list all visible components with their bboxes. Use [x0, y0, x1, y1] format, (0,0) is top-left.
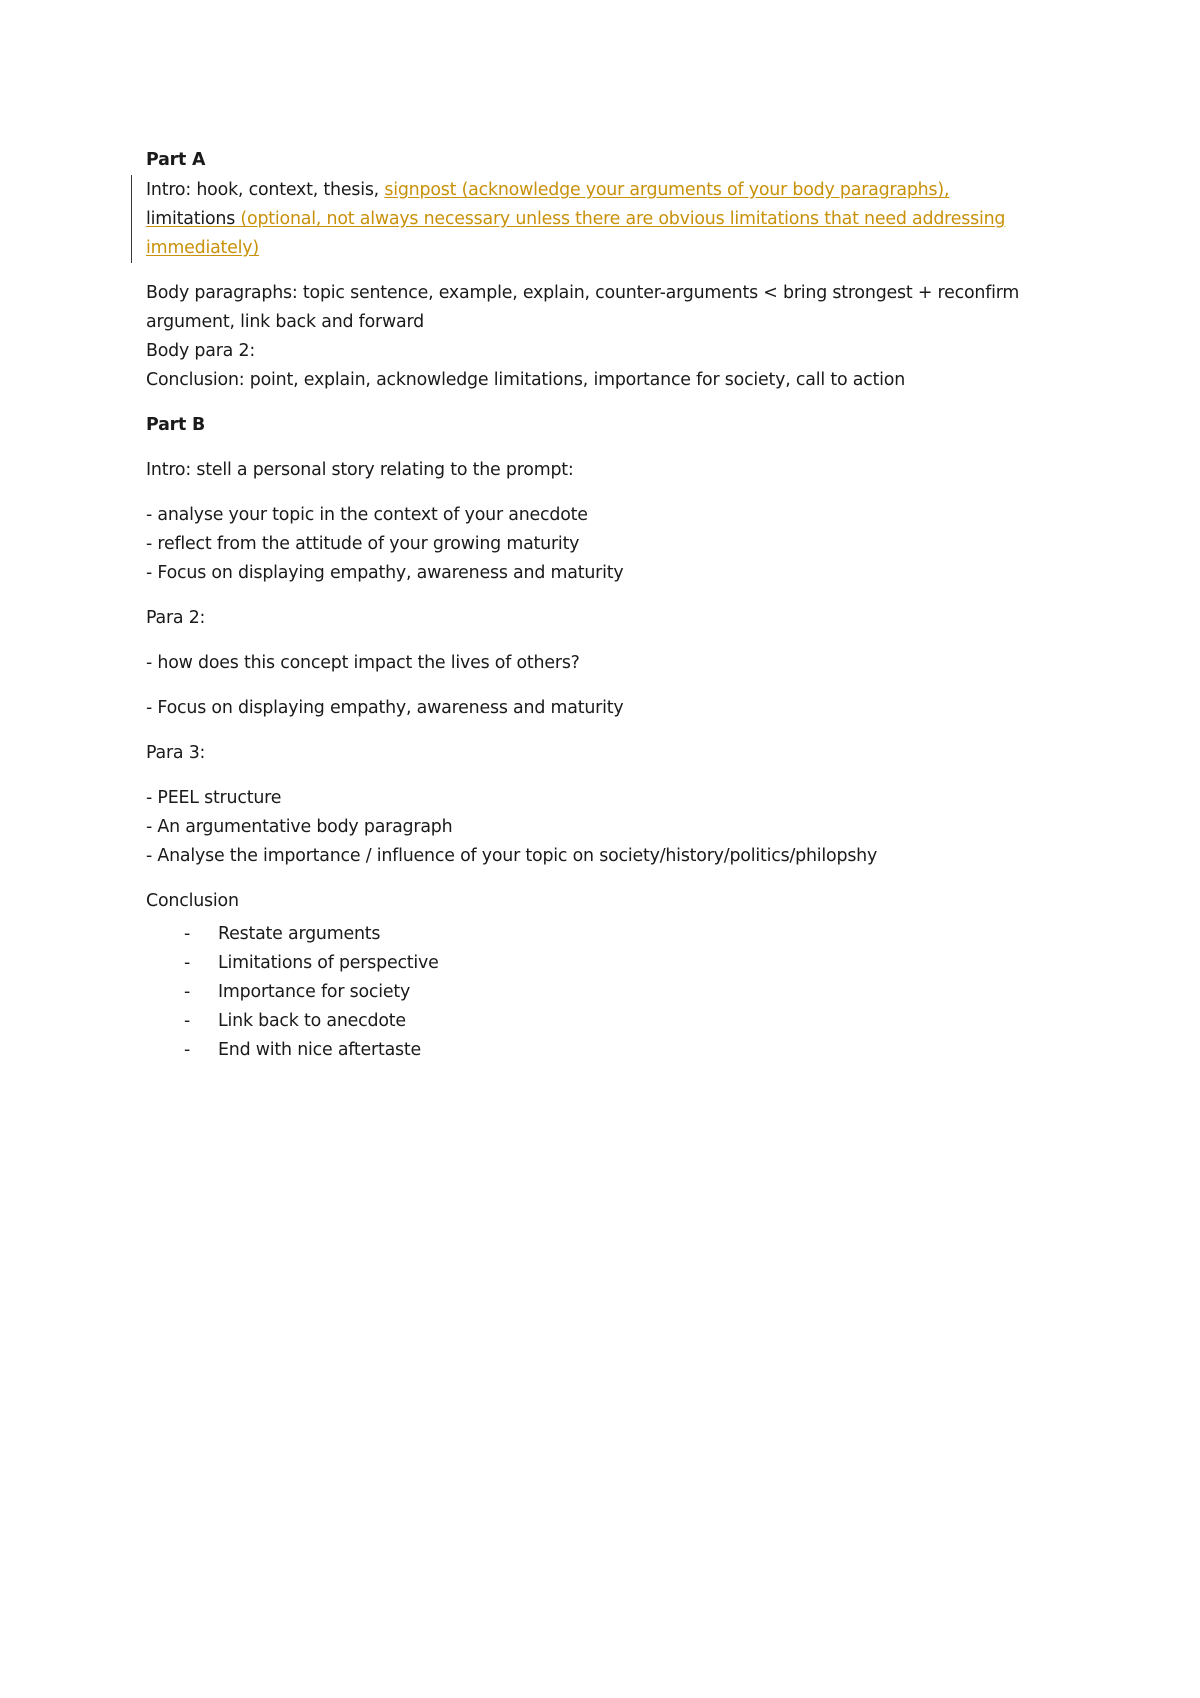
dash-bullet: -: [184, 1011, 191, 1031]
conclusion-item-text: Limitations of perspective: [218, 953, 439, 973]
part-b-intro-point: - reflect from the attitude of your growing maturity: [146, 534, 580, 554]
part-b-para3-point: - An argumentative body paragraph: [146, 817, 453, 837]
part-a-heading: Part A: [146, 150, 206, 170]
dash-bullet: -: [184, 982, 191, 1002]
intro-optional-insertion: (optional, not always necessary unless there are obvious limitations that need addressing immediately): [146, 209, 1006, 258]
part-b-conclusion-label: Conclusion: [146, 891, 239, 911]
part-b-heading: Part B: [146, 415, 206, 435]
intro-prefix: Intro: hook, context, thesis,: [146, 180, 385, 200]
intro-limitations: limitations: [146, 209, 236, 229]
part-a-intro: [146, 176, 1076, 263]
part-b-para2-label: Para 2:: [146, 608, 206, 628]
dash-bullet: -: [184, 1040, 191, 1060]
part-b-intro-point: - Focus on displaying empathy, awareness and maturity: [146, 563, 624, 583]
part-a-body-para-2: Body para 2:: [146, 341, 255, 361]
conclusion-list: [146, 920, 1076, 1065]
part-b-intro-point: - analyse your topic in the context of your anecdote: [146, 505, 588, 525]
conclusion-list-item: [146, 949, 1076, 978]
part-a-conclusion: Conclusion: point, explain, acknowledge limitations, importance for society, call to action: [146, 370, 906, 390]
conclusion-item-text: Link back to anecdote: [218, 1011, 406, 1031]
conclusion-item-text: End with nice aftertaste: [218, 1040, 422, 1060]
part-b-para3-label: Para 3:: [146, 743, 206, 763]
part-b-para2-point: - Focus on displaying empathy, awareness and maturity: [146, 698, 624, 718]
conclusion-item-text: Importance for society: [218, 982, 411, 1002]
part-b-para3-point: - Analyse the importance / influence of your topic on society/history/politics/philopshy: [146, 846, 878, 866]
part-b-intro: Intro: stell a personal story relating to the prompt:: [146, 460, 574, 480]
conclusion-list-item: [146, 1007, 1076, 1036]
part-b-para3-point: - PEEL structure: [146, 788, 282, 808]
conclusion-list-item: [146, 920, 1076, 949]
conclusion-item-text: Restate arguments: [218, 924, 381, 944]
document-body: [146, 146, 1076, 1065]
intro-signpost-insertion: signpost (acknowledge your arguments of your body paragraphs),: [384, 180, 950, 200]
conclusion-list-item: [146, 1036, 1076, 1065]
part-b-para2-point: - how does this concept impact the lives of others?: [146, 653, 580, 673]
dash-bullet: -: [184, 924, 191, 944]
conclusion-list-item: [146, 978, 1076, 1007]
dash-bullet: -: [184, 953, 191, 973]
tracked-change-bar: [131, 175, 132, 263]
part-a-body-paragraphs: Body paragraphs: topic sentence, example, explain, counter-arguments < bring strongest + reconfirm argument, link back and forward: [146, 283, 1020, 332]
